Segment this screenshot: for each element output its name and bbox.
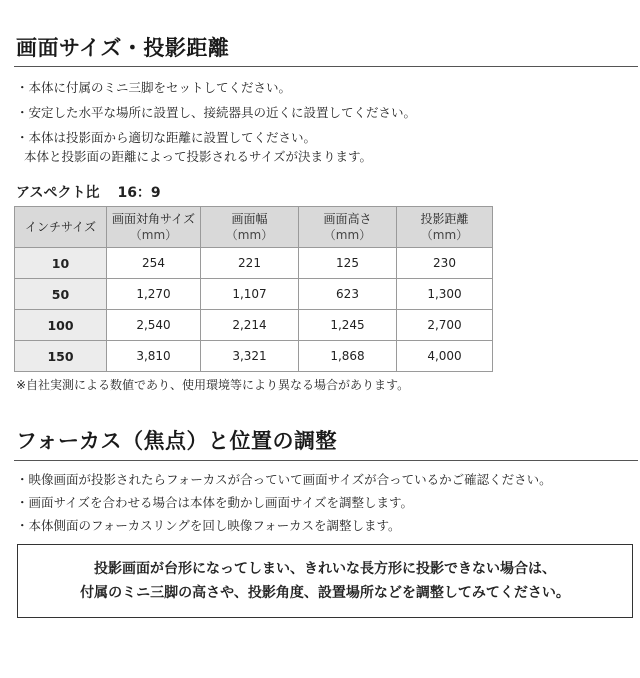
column-header-height: 画面高さ （mm） (299, 207, 397, 248)
measurement-note: ※自社実測による数値であり、使用環境等により異なる場合があります。 (16, 378, 410, 392)
setup-instructions (16, 78, 416, 166)
instruction-item: ・安定した水平な場所に設置し、接続器具の近くに設置してください。 (16, 105, 417, 120)
table-cell: 1,245 (299, 310, 397, 341)
section-divider (14, 66, 638, 67)
instruction-item: ・本体に付属のミニ三脚をセットしてください。 (16, 80, 292, 95)
row-header-inch: 50 (15, 279, 107, 310)
instruction-item: ・本体側面のフォーカスリングを回し映像フォーカスを調整します。 (16, 518, 401, 533)
callout-line: 投影画面が台形になってしまい、きれいな長方形に投影できない場合は、 (94, 561, 556, 577)
table-cell: 221 (201, 248, 299, 279)
row-header-inch: 150 (15, 341, 107, 372)
table-cell: 254 (107, 248, 201, 279)
table-cell: 3,321 (201, 341, 299, 372)
section-title-screen-size: 画面サイズ・投影距離 (16, 36, 230, 60)
table-cell: 1,868 (299, 341, 397, 372)
column-header-diagonal: 画面対角サイズ （mm） (107, 207, 201, 248)
column-header-width: 画面幅 （mm） (201, 207, 299, 248)
aspect-ratio (16, 182, 179, 202)
table-cell: 2,540 (107, 310, 201, 341)
table-row (15, 248, 493, 279)
table-header-row (15, 207, 493, 248)
table-cell: 1,300 (397, 279, 493, 310)
row-header-inch: 100 (15, 310, 107, 341)
section-divider (14, 460, 638, 461)
column-header-distance: 投影距離 （mm） (397, 207, 493, 248)
instruction-text: ・本体は投影面から適切な距離に設置してください。 (16, 130, 317, 145)
instruction-item (16, 128, 416, 166)
table-cell: 125 (299, 248, 397, 279)
projection-size-table (14, 206, 493, 372)
table-cell: 1,107 (201, 279, 299, 310)
callout-line: 付属のミニ三脚の高さや、投影角度、設置場所などを調整してみてください。 (80, 585, 570, 601)
aspect-ratio-value: 16：9 (117, 185, 161, 201)
table-cell: 2,214 (201, 310, 299, 341)
section-title-focus: フォーカス（焦点）と位置の調整 (16, 429, 338, 453)
focus-instructions (16, 470, 552, 535)
instruction-item: ・画面サイズを合わせる場合は本体を動かし画面サイズを調整します。 (16, 495, 414, 510)
aspect-ratio-label: アスペクト比 (16, 185, 100, 201)
table-row (15, 279, 493, 310)
table-cell: 3,810 (107, 341, 201, 372)
column-header-inch-size: インチサイズ (15, 207, 107, 248)
table-cell: 1,270 (107, 279, 201, 310)
table-cell: 230 (397, 248, 493, 279)
table-cell: 623 (299, 279, 397, 310)
table-row (15, 341, 493, 372)
instruction-continuation: 本体と投影面の距離によって投影されるサイズが決まります。 (24, 149, 373, 164)
row-header-inch: 10 (15, 248, 107, 279)
keystone-callout-box (17, 544, 633, 618)
table-cell: 4,000 (397, 341, 493, 372)
table-cell: 2,700 (397, 310, 493, 341)
instruction-item: ・映像画面が投影されたらフォーカスが合っていて画面サイズが合っているかご確認ください。 (16, 472, 552, 487)
table-row (15, 310, 493, 341)
